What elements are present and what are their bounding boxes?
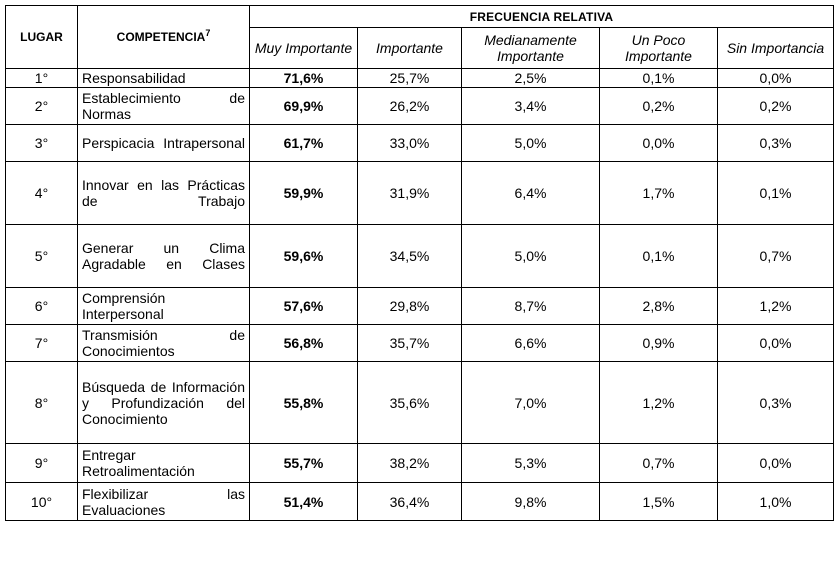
cell-muy-importante: 56,8% bbox=[250, 325, 358, 362]
cell-competencia: Innovar en las Prácticas de Trabajo bbox=[78, 162, 250, 225]
table-row bbox=[6, 225, 834, 288]
table-row bbox=[6, 325, 834, 362]
cell-lugar: 3° bbox=[6, 125, 78, 162]
cell-lugar: 4° bbox=[6, 162, 78, 225]
table-row bbox=[6, 483, 834, 521]
table-row bbox=[6, 444, 834, 483]
cell-un-poco-importante: 0,1% bbox=[600, 225, 718, 288]
cell-muy-importante: 61,7% bbox=[250, 125, 358, 162]
cell-medianamente-importante: 6,4% bbox=[462, 162, 600, 225]
cell-lugar: 2° bbox=[6, 88, 78, 125]
header-sin-importancia: Sin Importancia bbox=[718, 28, 834, 69]
cell-sin-importancia: 1,2% bbox=[718, 288, 834, 325]
cell-sin-importancia: 0,2% bbox=[718, 88, 834, 125]
cell-medianamente-importante: 7,0% bbox=[462, 362, 600, 444]
cell-competencia: Transmisión de Conocimientos bbox=[78, 325, 250, 362]
cell-competencia: Establecimiento de Normas bbox=[78, 88, 250, 125]
cell-importante: 35,6% bbox=[358, 362, 462, 444]
cell-un-poco-importante: 0,9% bbox=[600, 325, 718, 362]
cell-importante: 34,5% bbox=[358, 225, 462, 288]
cell-importante: 33,0% bbox=[358, 125, 462, 162]
cell-medianamente-importante: 5,3% bbox=[462, 444, 600, 483]
cell-competencia: Comprensión Interpersonal bbox=[78, 288, 250, 325]
header-lugar: LUGAR bbox=[6, 6, 78, 69]
cell-muy-importante: 69,9% bbox=[250, 88, 358, 125]
table-row bbox=[6, 69, 834, 88]
cell-muy-importante: 51,4% bbox=[250, 483, 358, 521]
cell-un-poco-importante: 1,5% bbox=[600, 483, 718, 521]
cell-un-poco-importante: 0,2% bbox=[600, 88, 718, 125]
cell-medianamente-importante: 3,4% bbox=[462, 88, 600, 125]
table-row bbox=[6, 125, 834, 162]
cell-sin-importancia: 0,3% bbox=[718, 362, 834, 444]
cell-un-poco-importante: 0,7% bbox=[600, 444, 718, 483]
header-muy-importante: Muy Importante bbox=[250, 28, 358, 69]
cell-competencia: Entregar Retroalimentación bbox=[78, 444, 250, 483]
cell-competencia: Responsabilidad bbox=[78, 69, 250, 88]
cell-muy-importante: 71,6% bbox=[250, 69, 358, 88]
cell-importante: 29,8% bbox=[358, 288, 462, 325]
cell-competencia: Generar un Clima Agradable en Clases bbox=[78, 225, 250, 288]
cell-importante: 25,7% bbox=[358, 69, 462, 88]
cell-medianamente-importante: 5,0% bbox=[462, 125, 600, 162]
cell-medianamente-importante: 9,8% bbox=[462, 483, 600, 521]
cell-muy-importante: 59,9% bbox=[250, 162, 358, 225]
cell-muy-importante: 55,7% bbox=[250, 444, 358, 483]
cell-sin-importancia: 0,1% bbox=[718, 162, 834, 225]
cell-sin-importancia: 0,0% bbox=[718, 444, 834, 483]
header-medianamente-importante: Medianamente Importante bbox=[462, 28, 600, 69]
cell-un-poco-importante: 0,1% bbox=[600, 69, 718, 88]
cell-un-poco-importante: 1,7% bbox=[600, 162, 718, 225]
table-row bbox=[6, 88, 834, 125]
cell-medianamente-importante: 6,6% bbox=[462, 325, 600, 362]
cell-lugar: 8° bbox=[6, 362, 78, 444]
cell-sin-importancia: 0,0% bbox=[718, 69, 834, 88]
cell-competencia: Flexibilizar las Evaluaciones bbox=[78, 483, 250, 521]
cell-medianamente-importante: 5,0% bbox=[462, 225, 600, 288]
frequency-table bbox=[5, 5, 834, 521]
cell-sin-importancia: 0,3% bbox=[718, 125, 834, 162]
cell-lugar: 6° bbox=[6, 288, 78, 325]
cell-importante: 38,2% bbox=[358, 444, 462, 483]
header-importante: Importante bbox=[358, 28, 462, 69]
cell-muy-importante: 55,8% bbox=[250, 362, 358, 444]
cell-medianamente-importante: 2,5% bbox=[462, 69, 600, 88]
cell-un-poco-importante: 1,2% bbox=[600, 362, 718, 444]
footnote-marker: 7 bbox=[205, 28, 211, 38]
cell-importante: 36,4% bbox=[358, 483, 462, 521]
cell-importante: 26,2% bbox=[358, 88, 462, 125]
cell-competencia: Búsqueda de Información y Profundización del Conocimiento bbox=[78, 362, 250, 444]
cell-lugar: 10° bbox=[6, 483, 78, 521]
cell-un-poco-importante: 2,8% bbox=[600, 288, 718, 325]
cell-lugar: 9° bbox=[6, 444, 78, 483]
table-row bbox=[6, 288, 834, 325]
cell-medianamente-importante: 8,7% bbox=[462, 288, 600, 325]
cell-importante: 35,7% bbox=[358, 325, 462, 362]
cell-sin-importancia: 1,0% bbox=[718, 483, 834, 521]
header-competencia: COMPETENCIA$^7$ bbox=[78, 6, 250, 69]
cell-muy-importante: 57,6% bbox=[250, 288, 358, 325]
cell-importante: 31,9% bbox=[358, 162, 462, 225]
cell-lugar: 1° bbox=[6, 69, 78, 88]
cell-sin-importancia: 0,7% bbox=[718, 225, 834, 288]
cell-un-poco-importante: 0,0% bbox=[600, 125, 718, 162]
cell-competencia: Perspicacia Intrapersonal bbox=[78, 125, 250, 162]
cell-muy-importante: 59,6% bbox=[250, 225, 358, 288]
table-row bbox=[6, 362, 834, 444]
cell-lugar: 5° bbox=[6, 225, 78, 288]
cell-sin-importancia: 0,0% bbox=[718, 325, 834, 362]
header-un-poco-importante: Un Poco Importante bbox=[600, 28, 718, 69]
header-frecuencia-relativa: FRECUENCIA RELATIVA bbox=[250, 6, 834, 28]
cell-lugar: 7° bbox=[6, 325, 78, 362]
table-row bbox=[6, 162, 834, 225]
